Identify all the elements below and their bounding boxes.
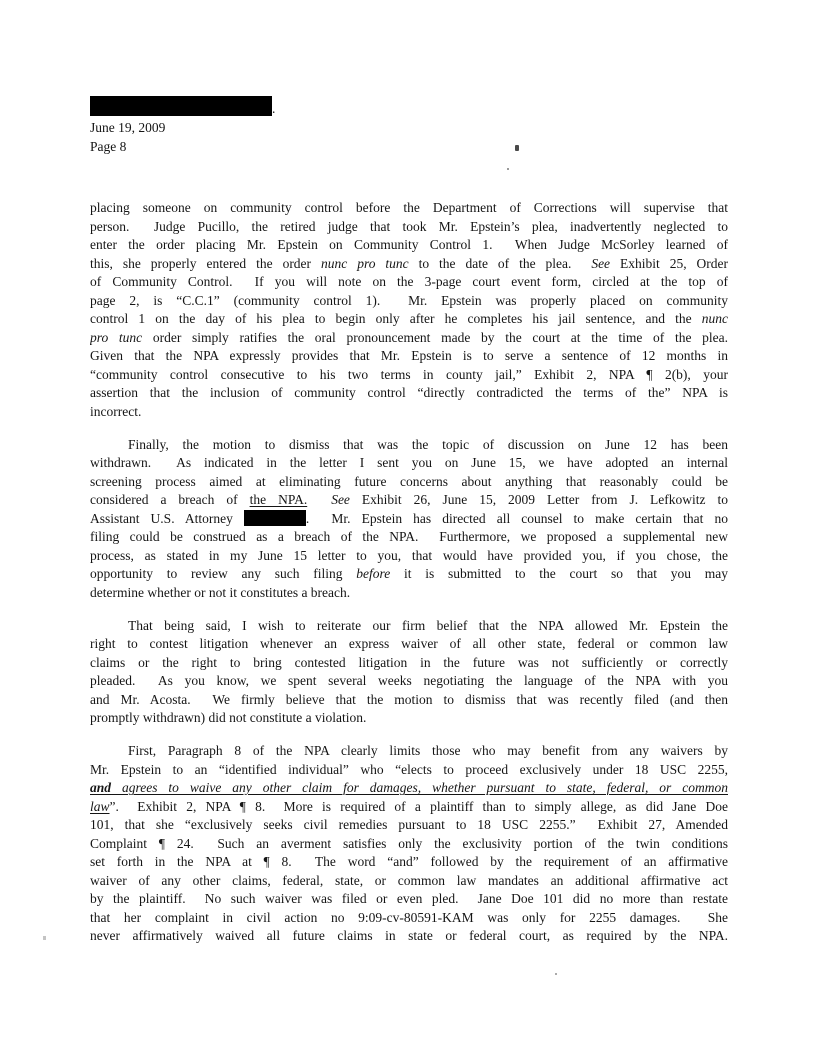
text-line — [90, 617, 728, 636]
text-run: Exhibit 25, Order — [610, 255, 728, 271]
body-paragraph — [90, 742, 728, 946]
text-run: this, she properly entered the order — [90, 255, 321, 271]
text-line — [90, 310, 728, 329]
text-run: See — [331, 492, 350, 507]
text-line — [90, 709, 728, 728]
text-line — [90, 436, 728, 455]
text-line — [90, 329, 728, 348]
body-paragraph — [90, 617, 728, 728]
text-line — [90, 927, 728, 946]
addressee-redacted-line — [90, 96, 275, 117]
redaction-trailing-period: . — [272, 101, 276, 116]
letter-date: June 19, 2009 — [90, 120, 166, 135]
text-line — [90, 255, 728, 274]
text-run: set forth in the NPA at ¶ 8. The word “and” followed by the requirement of an affirmative — [90, 854, 728, 869]
text-line — [90, 654, 728, 673]
text-run: of Community Control. If you will note on the 3-page court event form, circled at the top of — [90, 274, 728, 289]
header-redaction-bar — [90, 96, 272, 116]
text-run: order simply ratifies the oral pronouncement made by the court at the time of the plea. — [142, 329, 728, 345]
text-run: placing someone on community control before the Department of Corrections will supervise that — [90, 200, 728, 215]
text-line — [90, 528, 728, 547]
text-run: promptly withdrawn) did not constitute a violation. — [90, 710, 367, 725]
scan-artifact — [515, 145, 519, 151]
scan-artifact — [507, 168, 509, 170]
text-run: screening process aimed at eliminating future concerns about anything that reasonably could be — [90, 473, 728, 489]
text-run: right to contest litigation whenever an express waiver of all other state, federal or common law — [90, 636, 728, 651]
text-run: . Mr. Epstein has directed all counsel to make certain that no — [305, 510, 728, 526]
text-line — [90, 872, 728, 891]
text-line — [90, 366, 728, 385]
text-run: First, Paragraph 8 of the NPA clearly limits those who may benefit from any waivers by — [128, 743, 728, 758]
text-run: pro tunc — [90, 329, 143, 345]
text-run: See — [591, 255, 611, 271]
text-line — [90, 853, 728, 872]
text-run: and Mr. Acosta. We firmly believe that the motion to dismiss that was recently filed (and then — [90, 691, 728, 707]
text-run: waiver of any other claims, federal, state, or common law mandates an additional affirmative act — [90, 872, 728, 888]
text-line — [90, 761, 728, 780]
scan-artifact — [555, 973, 557, 975]
text-run: considered a breach of — [90, 492, 250, 507]
text-line — [90, 491, 728, 510]
text-run: Exhibit 26, June 15, 2009 Letter from J. Lefkowitz to — [349, 492, 728, 507]
text-line — [90, 403, 728, 422]
text-line — [90, 742, 728, 761]
text-run: opportunity to review any such filing — [90, 566, 357, 581]
letter-body — [90, 199, 728, 946]
text-line — [90, 273, 728, 292]
text-run — [307, 492, 331, 507]
text-line — [90, 798, 728, 817]
text-run: before — [356, 566, 391, 581]
text-run: That being said, I wish to reiterate our firm belief that the NPA allowed Mr. Epstein the — [128, 617, 728, 633]
text-line — [90, 779, 728, 798]
page-number: Page 8 — [90, 138, 127, 154]
text-line — [90, 672, 728, 691]
text-line — [90, 547, 728, 566]
scan-artifact — [43, 936, 46, 940]
text-run: ”. Exhibit 2, NPA ¶ 8. More is required of a plaintiff than to simply allege, as did Jane Doe — [109, 798, 728, 814]
text-line — [90, 384, 728, 403]
text-line — [90, 236, 728, 255]
redaction-box — [244, 510, 306, 526]
text-run: the NPA. — [249, 492, 308, 507]
text-line — [90, 347, 728, 366]
text-run: pleaded. As you know, we spent several weeks negotiating the language of the NPA with you — [90, 673, 728, 688]
text-line — [90, 816, 728, 835]
text-line — [90, 691, 728, 710]
body-paragraph — [90, 199, 728, 421]
text-run: enter the order placing Mr. Epstein on Community Control 1. When Judge McSorley learned of — [90, 237, 728, 252]
text-run: it is submitted to the court so that you may — [390, 566, 728, 581]
text-run: “community control consecutive to his two terms in county jail,” Exhibit 2, NPA ¶ 2(b), your — [90, 366, 728, 382]
text-line — [90, 218, 728, 237]
text-run: person. Judge Pucillo, the retired judge that took Mr. Epstein’s plea, inadvertently neglected to — [90, 218, 728, 234]
text-run: filing could be construed as a breach of the NPA. Furthermore, we proposed a supplemental new — [90, 529, 728, 544]
text-line — [90, 292, 728, 311]
text-line — [90, 835, 728, 854]
text-run: agrees to waive any other claim for damages, whether pursuant to state, federal, or common — [111, 780, 728, 795]
text-run: Assistant U.S. Attorney — [90, 510, 244, 526]
body-paragraph — [90, 436, 728, 603]
text-run: to the date of the plea. — [408, 255, 592, 271]
text-run: never affirmatively waived all future claims in state or federal court, as required by the NPA. — [90, 928, 728, 943]
text-run: that her complaint in civil action no 9:09-cv-80591-KAM was only for 2255 damages. She — [90, 909, 728, 925]
text-run: by the plaintiff. No such waiver was filed or even pled. Jane Doe 101 did no more than restate — [90, 891, 728, 906]
text-line — [90, 510, 728, 529]
text-run: Finally, the motion to dismiss that was the topic of discussion on June 12 has been — [128, 436, 728, 452]
text-run: and — [90, 780, 112, 795]
text-run: claims or the right to bring contested litigation in the future was not sufficiently or correctly — [90, 654, 728, 670]
text-run: withdrawn. As indicated in the letter I sent you on June 15, we have adopted an internal — [90, 455, 728, 470]
text-line — [90, 909, 728, 928]
text-line — [90, 584, 728, 603]
text-run: incorrect. — [90, 403, 142, 419]
text-run: determine whether or not it constitutes a breach. — [90, 584, 351, 600]
text-line — [90, 473, 728, 492]
text-run: Mr. Epstein to an “identified individual” who “elects to proceed exclusively under 18 USC 2255, — [90, 761, 728, 777]
text-line — [90, 565, 728, 584]
text-run: Given that the NPA expressly provides that Mr. Epstein is to serve a sentence of 12 months in — [90, 348, 728, 363]
text-run: assertion that the inclusion of community control “directly contradicted the terms of the” NPA is — [90, 385, 728, 400]
text-run: control 1 on the day of his plea to begin only after he completes his jail sentence, and the — [90, 311, 702, 326]
text-run: nunc — [701, 311, 728, 326]
text-run: 101, that she “exclusively seeks civil remedies pursuant to 18 USC 2255.” Exhibit 27, Amended — [90, 817, 728, 832]
text-line — [90, 454, 728, 473]
text-run: page 2, is “C.C.1” (community control 1). Mr. Epstein was properly placed on community — [90, 292, 728, 308]
text-line — [90, 199, 728, 218]
text-line — [90, 635, 728, 654]
text-run: nunc pro tunc — [321, 255, 409, 271]
letter-header — [90, 96, 275, 156]
text-line — [90, 890, 728, 909]
text-run: law — [90, 798, 110, 814]
text-run: Complaint ¶ 24. Such an averment satisfies only the exclusivity portion of the twin conditions — [90, 835, 728, 851]
text-run: process, as stated in my June 15 letter to you, that would have provided you, if you chose, the — [90, 547, 728, 563]
